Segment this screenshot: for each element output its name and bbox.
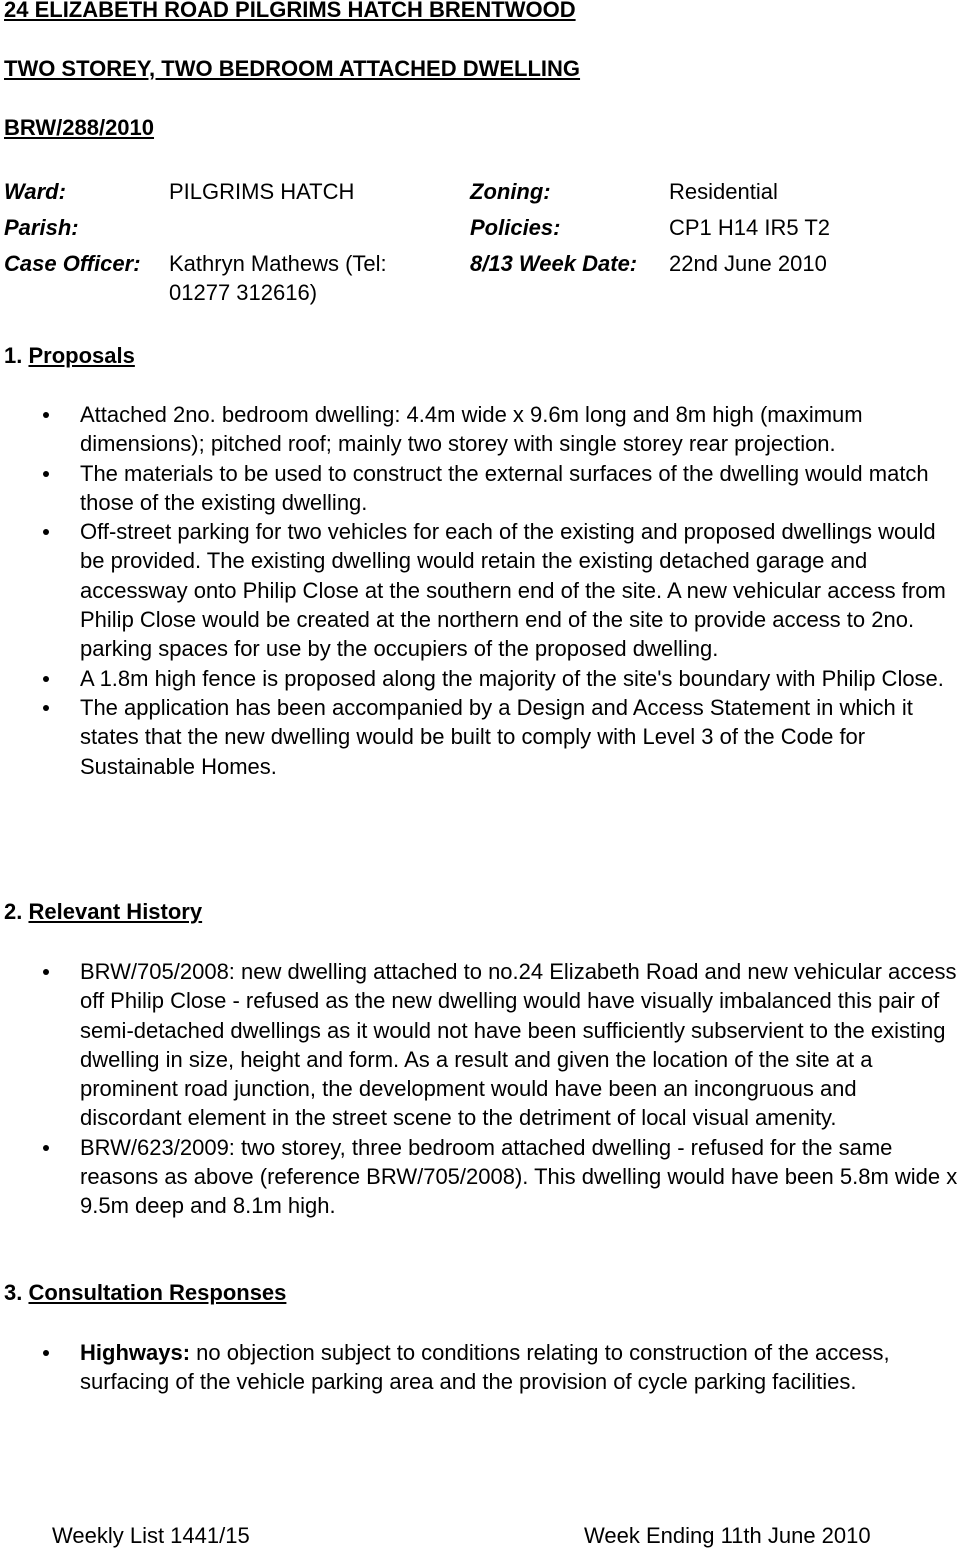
week-date-label: 8/13 Week Date:: [470, 251, 638, 276]
list-item-text: Attached 2no. bedroom dwelling: 4.4m wide x 9.6m long and 8m high (maximum dimensions); pitched roof; mainly two storey with single storey rear projection.: [80, 402, 863, 457]
section-history-heading: [4, 899, 202, 925]
policies-label: Policies:: [470, 215, 561, 240]
ward-value: PILGRIMS HATCH: [169, 179, 355, 204]
list-item: [0, 1338, 960, 1397]
weekly-list-footer: Weekly List 1441/15: [52, 1523, 250, 1548]
list-item-text: The materials to be used to construct the external surfaces of the dwelling would match those of the existing dwelling.: [80, 460, 929, 515]
bullet-icon: [43, 412, 49, 418]
list-item: [0, 1133, 960, 1221]
policies-value: CP1 H14 IR5 T2: [669, 215, 831, 240]
week-date-value: 22nd June 2010: [669, 251, 827, 276]
section-number: 1.: [4, 343, 23, 368]
section-title: Proposals: [28, 343, 135, 368]
zoning-value: Residential: [669, 179, 778, 204]
list-item-text: BRW/705/2008: new dwelling attached to no.24 Elizabeth Road and new vehicular access off Philip Close - refused as the new dwelling would have visually imbalanced this pair of semi-detached dwellings as it would not have been sufficiently subservient to the existing dwelling in size, height and form. As a result and given the location of the site at a prominent road junction, the development would have been an incongruous and discordant element in the street scene to the detriment of local visual amenity.: [80, 959, 957, 1131]
section-number: 3.: [4, 1280, 23, 1305]
bullet-icon: [43, 705, 49, 711]
bullet-icon: [43, 1145, 49, 1151]
development-description-heading: TWO STOREY, TWO BEDROOM ATTACHED DWELLING: [4, 56, 581, 81]
bullet-icon: [43, 969, 49, 975]
list-item: [0, 459, 960, 518]
history-list: [0, 957, 960, 1221]
list-item: [0, 517, 960, 663]
list-item-text: Off-street parking for two vehicles for each of the existing and proposed dwellings would be provided. The existing dwelling would retain the existing detached garage and accessway onto Philip Close at the southern end of the site. A new vehicular access from Philip Close would be created at the northern end of the site to provide access to 2no. parking spaces for use by the occupiers of the proposed dwelling.: [80, 519, 946, 662]
list-item-text: A 1.8m high fence is proposed along the majority of the site's boundary with Philip Close.: [80, 665, 944, 691]
bullet-icon: [43, 676, 49, 682]
zoning-label: Zoning:: [470, 179, 551, 204]
case-officer-value-line2: 01277 312616): [169, 280, 318, 305]
list-item-text: The application has been accompanied by a Design and Access Statement in which it states that the new dwelling would be built to comply with Level 3 of the Code for Sustainable Homes.: [80, 694, 913, 779]
site-address-heading: 24 ELIZABETH ROAD PILGRIMS HATCH BRENTWOOD: [4, 0, 576, 22]
application-reference-heading: BRW/288/2010: [4, 115, 155, 140]
section-consultation-heading: [4, 1280, 286, 1306]
consultee-name: Highways:: [80, 1340, 191, 1365]
section-title: Relevant History: [28, 899, 203, 924]
bullet-icon: [43, 471, 49, 477]
list-item: [0, 957, 960, 1133]
ward-label: Ward:: [4, 179, 66, 204]
section-title: Consultation Responses: [28, 1280, 287, 1305]
case-officer-label: Case Officer:: [4, 251, 141, 276]
bullet-icon: [43, 529, 49, 535]
list-item: [0, 664, 960, 693]
consultation-list: [0, 1338, 960, 1397]
proposals-list: [0, 400, 960, 781]
parish-label: Parish:: [4, 215, 79, 240]
list-item-text: BRW/623/2009: two storey, three bedroom attached dwelling - refused for the same reasons as above (reference BRW/705/2008). This dwelling would have been 5.8m wide x 9.5m deep and 8.1m high.: [80, 1134, 958, 1219]
list-item-text: no objection subject to conditions relating to construction of the access, surfacing of the vehicle parking area and the provision of cycle parking facilities.: [80, 1340, 890, 1395]
list-item: [0, 693, 960, 781]
section-number: 2.: [4, 899, 23, 924]
week-ending-footer: Week Ending 11th June 2010: [584, 1523, 871, 1548]
list-item: [0, 400, 960, 459]
case-officer-value-line1: Kathryn Mathews (Tel:: [169, 251, 387, 276]
section-proposals-heading: [4, 343, 135, 369]
bullet-icon: [43, 1350, 49, 1356]
